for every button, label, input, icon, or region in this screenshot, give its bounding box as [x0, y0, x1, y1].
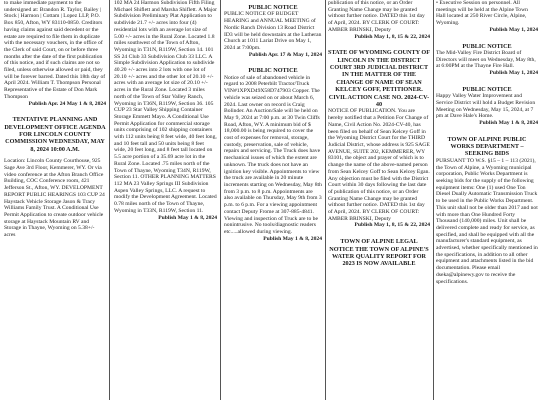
publish-dates: Publish May 1, 2024: [489, 70, 538, 77]
publish-dates: Publish Apr. 24 May 1 & 8, 2024: [28, 100, 106, 107]
notice-heading: TENTATIVE PLANNING AND DEVELOPMENT OFFICE AGENDA FOR LINCOLN COUNTY COMMISSION WEDNESDAY, MAY 8, 2024 10:00 A.M.: [4, 116, 106, 153]
column-2: [114, 0, 217, 400]
notice-heading: PUBLIC NOTICE: [462, 85, 512, 93]
notice-body: NOTICE OF PUBLICATION. You are hereby notified that a Petition For Change of Name, Civil Action No. 2024-CV-40, has been filed on behalf of Sean Kelcey Goff in the Wyoming District Court for the THIRD Judicial District, whose address is 925 SAGE AVENUE, SUITE 202, KEMMERER, WY 83101, the object and prayer of which is to change the name of the above-named person from Sean Kelcey Goff to Sean Kelcey Egan. Any objection must be filed with the District Court within 30 days following the last date of publication of this notice, or an Order Granting Name Change may be granted without further notice. DATED this 1st day of April, 2024. BY CLERK OF COURT: AMBER BRINSKI, Deputy: [328, 108, 430, 222]
notice-heading: STATE OF WYOMING COUNTY OF LINCOLN IN THE DISTRICT COURT 3RD JUDICIAL DISTRICT IN THE MATTER OF THE CHANGE OF NAME OF SEAN KELCEY GOFF, PETITIONER. CIVIL ACTION CASE NO. 2024-CV-40: [328, 49, 430, 109]
notice-body: • Executive Session on personnel. All meetings will be held at the Alpine Town Hall located at 250 River Circle, Alpine, Wyoming.: [436, 0, 528, 27]
notice-heading: PUBLIC NOTICE: [248, 67, 298, 75]
column-rule: [325, 0, 326, 400]
publish-dates: Publish Apr. 17 & May 1, 2024: [248, 51, 322, 58]
notice-body: PURSUANT TO W.S. §15 – 1 – 113 (2021), the Town of Alpine, a Wyoming municipal corporation, Public Works Department is seeking bids for the supply of the following equipment items: One (1) used One Ton Diesel Dually Automatic Transmission Truck to be used in the Public Works Department. This unit shall not be older than 2017 and not with more than One Hundred Forty Thousand (140,000) miles. Unit shall be delivered complete and ready for service, as specified, and shall be equipped with all the manufacturer's standard equipment, as advertised, whether specifically mentioned in the specifications, in addition to all other equipment and attachments listed in the bid documentation. Please email dseka@alpinewy.gov to receive the specifications.: [436, 157, 538, 285]
notice-body: publication of this notice, or an Order Granting Name Change may be granted without further notice. DATED this 1st day of April, 2024. BY CLERK OF COURT: AMBER BRINSKI, Deputy: [328, 0, 425, 33]
column-rule: [220, 0, 221, 400]
notice-heading: PUBLIC NOTICE: [248, 4, 298, 11]
publish-dates: Publish May 1 & 8, 2024: [158, 214, 217, 221]
notice-body: PUBLIC NOTICE OF BUDGET HEARING and ANNUAL MEETING of Nordic Ranch Division 13 Road District ID3 will be held downstairs at the Lutheran Church at 1011 Lariat Drive on May 1, 2024 at 7:00pm.: [224, 11, 322, 51]
column-5: [436, 0, 538, 400]
notice-body: The Mid-Valley Fire District Board of Directors will meet on Wednesday, May 8th, at 6:00PM at the Thayne Fire Hall.: [436, 49, 536, 70]
column-rule: [433, 0, 434, 400]
notice-body: Happy Valley Water Improvement and Service District will hold a Budget Revision Meeting on Wednesday, May 15, 2024, at 7 pm at Dave Hale's Home.: [436, 93, 536, 120]
notice-body: 102 MA 24 Harmon Subdivision Fifth Filing Michael Shiflett and Marsha Shiflett. A Major Subdivision Preliminary Plat Application to subdivide 21.7 +/- acres into four (4) residential lots with an average lot size of 5.00 +/- acres in the Rural Zone. Located 1.8 miles southwest of the Town of Afton, Wyoming in T31N, R119W, Section 14. 101 SS 24 Club 33 Subdivision Club 33 LLC. A Simple Subdivision Application to subdivide 40.20 +/- acres into 2 lots with one lot of 20.10 +/- acres and the other lot of 20.10 +/- acres with an average lot size of 20.10 +/- acres in the Rural Zone. Located 3 miles north of the Town of Star Valley Ranch, Wyoming in T36N, R119W, Section 36. 105 CUP 23 Star Valley Shipping Container Storage Emmett Mayo. A Conditional Use Permit Application for commercial storage units comprising of 102 shipping containers with 112 units being 8 feet wide, 40 feet long, and 10 feet tall and 50 units being 8 feet wide, 20 feet long, and 8 feet tall located on 5.5 acre portion of a 35.69 acre lot in the Rural Zone. Located .75 miles north of the Town of Thayne, Wyoming T34N, R119W, Section 11. OTHER PLANNING MATTERS 112 MA 23 Valley Springs III Subdivision Aspen Valley Springs, LLC. A request to modify the Development Agreement. Located 0.78 miles north of the Town of Thayne, Wyoming in T33N, R119W, Section 11.: [114, 0, 217, 214]
publish-dates: Publish May 1, 8, 15 & 22, 2024: [354, 33, 430, 40]
publish-dates: Publish May 1, 2024: [489, 26, 538, 33]
notice-body: Notice of sale of abandoned vehicle in regard to 2008 Peterbilt Tractor/Truck VIN#1XPXD49X58D747903 Copper. The vehicle was seized on or about March 6, 2024. Last owner on record is Craig Bolinder. An Auction/Sale will be held on May 9, 2024 at 7:00 p.m. at 30 Twin Cliffs Road, Afton, WY. A minimum bid of $ 18,000.00 is being required to cover the cost of expenses for removal, storage, custody, preservation, sale of vehicle, repairs and servicing. The Truck does have mechanical issues of which the extent are unknown. The truck does not have an ignition key visible. Appointments to view the truck are available in 20 minute increments starting on Wednesday, May 8th from 3 p.m. to 8 p.m. Appointments are also available on Thursday, May 9th from 3 p.m. to 6 p.m. For a viewing appointment contact Deputy Frome at 307-885-4841. Viewing and inspection of Truck are to be nonintrusive. No tools/diagnostic readers etc.....allowed during viewing.: [224, 74, 322, 235]
publish-dates: Publish May 1 & 8, 2024: [263, 235, 322, 242]
notice-to-creditors-text: to make immediate payment to the undersigned at: Brandon R. Taylor, Bailey | Stock | Harmon | Cottam | Lopez LLP, P.O. Box 850, Afton, WY 83110-0850. Creditors having claims against said decedent or the estate are required to file them in duplicate with the necessary vouchers, in the office of the Clerk of said Court, on or before three months after the date of the first publication of this notice, and if such claims are not so filed, unless otherwise allowed or paid, they will be forever barred. Dated this 18th day of April 2024. William T. Thompson Personal Representative of the Estate of Don Mark Thompson: [4, 0, 106, 100]
notice-heading: TOWN OF ALPINE LEGAL NOTICE THE TOWN OF ALPINE'S WATER QUALITY REPORT FOR 2023 IS NOW AVAILABLE: [329, 238, 429, 268]
column-3: [224, 0, 322, 400]
publish-dates: Publish May 1, 8, 15 & 22, 2024: [354, 222, 430, 229]
notice-body: Location: Lincoln County Courthouse, 925 Sage Ave 3rd Floor, Kemmerer, WY. Or via video conference at the Afton Branch Office Building, COC Conference room, 421 Jefferson St., Afton, WY. DEVELOPMENT REPORT PUBLIC HEARINGS 103 CUP 24 Haystack Vehicle Storage Jason & Tracy Williams Family Trust. A Conditional Use Permit Application to create outdoor vehicle storage at Haystack Mountain RV and Storage in Thayne, Wyoming on 5.38+/- acres: [4, 158, 105, 239]
publish-dates: Publish May 1 & 8, 2024: [479, 119, 538, 126]
column-1: [4, 0, 106, 400]
notice-heading: PUBLIC NOTICE: [462, 42, 512, 50]
column-rule: [109, 0, 110, 400]
notice-heading: TOWN OF ALPINE PUBLIC WORKS DEPARTMENT – SEEKING BIDS: [447, 135, 527, 158]
column-4: [328, 0, 430, 400]
